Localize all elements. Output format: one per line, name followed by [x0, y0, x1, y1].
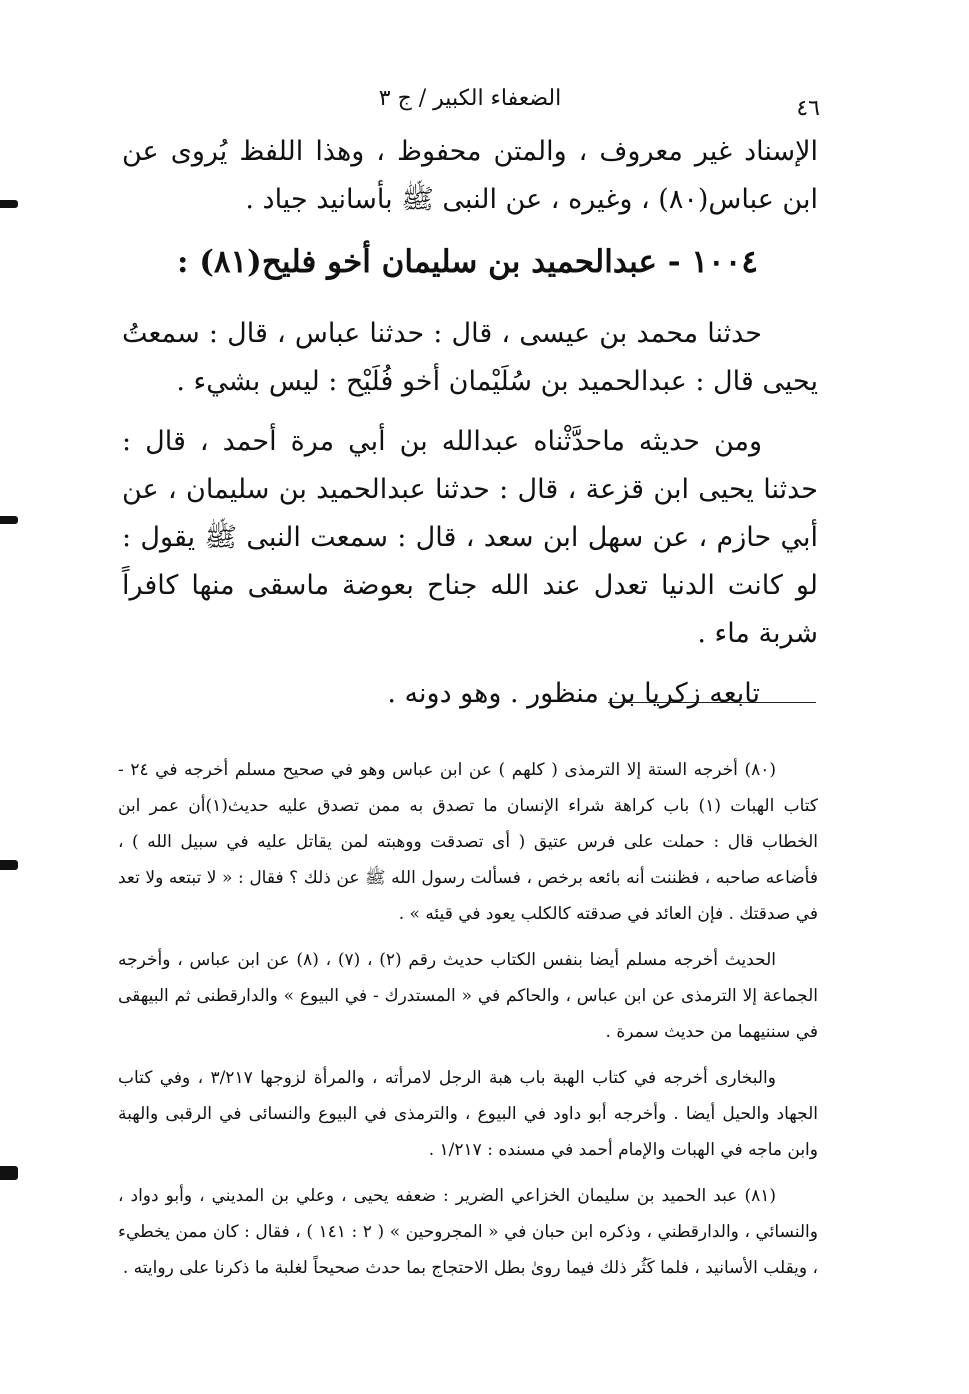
scan-edge-mark — [0, 516, 18, 524]
footnote-80-part-2: الحديث أخرجه مسلم أيضا بنفس الكتاب حديث رقم (٢) ، (٧) ، (٨) عن ابن عباس ، وأخرجه الجماعة إلا الترمذى عن ابن عباس ، والحاكم في « المستدرك - في البيوع » والدارقطنى ثم البيهقى في سننيهما من حديث سمرة . — [118, 950, 818, 1042]
footnote-divider — [608, 702, 816, 703]
main-text — [122, 128, 818, 730]
paragraph-follow-up: تابعه زكريا بن منظور . وهو دونه . — [387, 678, 760, 709]
footnotes — [118, 752, 818, 1296]
footnote-81: (٨١) عبد الحميد بن سليمان الخزاعي الضرير : ضعفه يحيى ، وعلي بن المديني ، وأبو دواد ، والنسائي ، والدارقطني ، وذكره ابن حبان في « المجروحين » ( ٢ : ١٤١ ) ، فقال : كان ممن يخطيء ، ويقلب الأسانيد ، فلما كَثُر ذلك فيما روىٰ بطل الاحتجاج بما حدث صحيحاً لغلبة ما ذكرنا على روايته . — [118, 1186, 818, 1278]
running-title: الضعفاء الكبير / ج ٣ — [378, 86, 562, 111]
scan-edge-mark — [0, 860, 18, 870]
paragraph-continuation: الإسناد غير معروف ، والمتن محفوظ ، وهذا اللفظ يُروى عن ابن عباس(٨٠) ، وغيره ، عن النبى ﷺ بأسانيد جياد . — [122, 136, 818, 215]
page-number: ٤٦ — [796, 96, 820, 121]
entry-heading: ١٠٠٤ - عبدالحميد بن سليمان أخو فليح(٨١) : — [176, 244, 758, 280]
paragraph-hadith: ومن حديثه ماحدَّثْناه عبدالله بن أبي مرة أحمد ، قال : حدثنا يحيى ابن قزعة ، قال : حدثنا عبدالحميد بن سليمان ، عن أبي حازم ، عن سهل ابن سعد ، قال : سمعت النبى ﷺ يقول : لو كانت الدنيا تعدل عند الله جناح بعوضة ماسقى منها كافراً شربة ماء . — [122, 426, 818, 649]
paragraph-narration: حدثنا محمد بن عيسى ، قال : حدثنا عباس ، قال : سمعتُ يحيى قال : عبدالحميد بن سُلَيْمان أخو فُلَيْح : ليس بشيء . — [122, 318, 818, 397]
page-header — [120, 86, 820, 122]
footnote-80-part-3: والبخارى أخرجه في كتاب الهبة باب هبة الرجل لامرأته ، والمرأة لزوجها ٣/٢١٧ ، وفي كتاب الجهاد والحيل أيضا . وأخرجه أبو داود في البيوع ، والترمذى في البيوع والنسائى في الرقبى والهبة وابن ماجه في الهبات والإمام أحمد في مسنده : ١/٢١٧ . — [118, 1068, 818, 1160]
scan-edge-mark — [0, 200, 18, 208]
scan-edge-mark — [0, 1166, 18, 1180]
footnote-80-part-1: (٨٠) أخرجه الستة إلا الترمذى ( كلهم ) عن ابن عباس وهو في صحيح مسلم أخرجه في ٢٤ - كتاب الهبات (١) باب كراهة شراء الإنسان ما تصدق به ممن تصدق عليه حديث(١)أن عمر ابن الخطاب قال : حملت على فرس عتيق ( أى تصدقت ووهبته لمن يقاتل عليه في سبيل الله ) ، فأضاعه صاحبه ، فظننت أنه بائعه برخص ، فسألت رسول الله ﷺ عن ذلك ؟ فقال : « لا تبتعه ولا تعد في صدقتك . فإن العائد في صدقته كالكلب يعود في قيئه » . — [118, 760, 818, 924]
